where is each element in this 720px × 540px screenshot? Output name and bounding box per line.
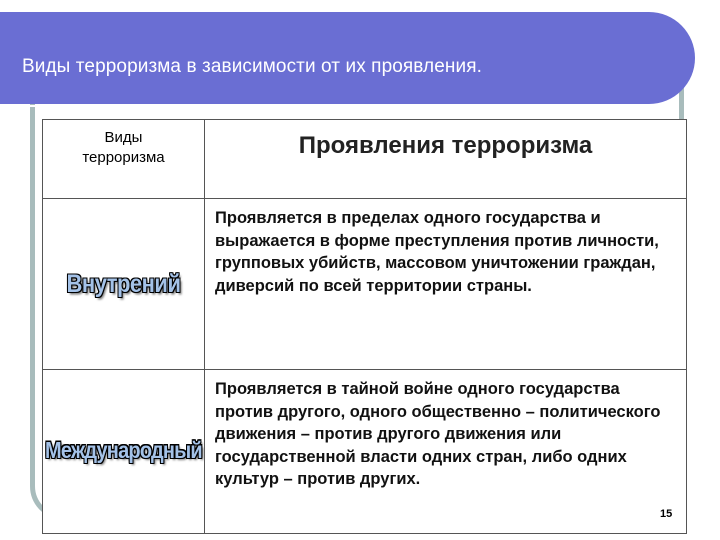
terrorism-types-table xyxy=(42,119,687,534)
header-types-label: Виды терроризма xyxy=(82,129,165,166)
header-manifestations: Проявления терроризма xyxy=(205,120,687,199)
title-underline xyxy=(0,105,638,107)
slide-title: Виды терроризма в зависимости от их проявления. xyxy=(22,56,482,77)
page-number: 15 xyxy=(660,508,673,520)
type-international: Международный xyxy=(45,438,202,464)
title-bar xyxy=(0,12,695,104)
type-cell xyxy=(43,370,205,534)
description-cell: Проявляется в тайной войне одного государства против другого, одного общественно – политического движения – против другого движения или государственной власти одних стран, либо одних культур – против других. xyxy=(205,370,687,534)
header-types xyxy=(43,120,205,199)
description-cell: Проявляется в пределах одного государства и выражается в форме преступления против личности, групповых убийств, массовом уничтожении граждан, диверсий по всей территории страны. xyxy=(205,199,687,370)
table-row xyxy=(43,370,687,534)
table-row xyxy=(43,199,687,370)
type-internal: Внутрений xyxy=(66,269,181,298)
type-cell xyxy=(43,199,205,370)
table-header-row xyxy=(43,120,687,199)
